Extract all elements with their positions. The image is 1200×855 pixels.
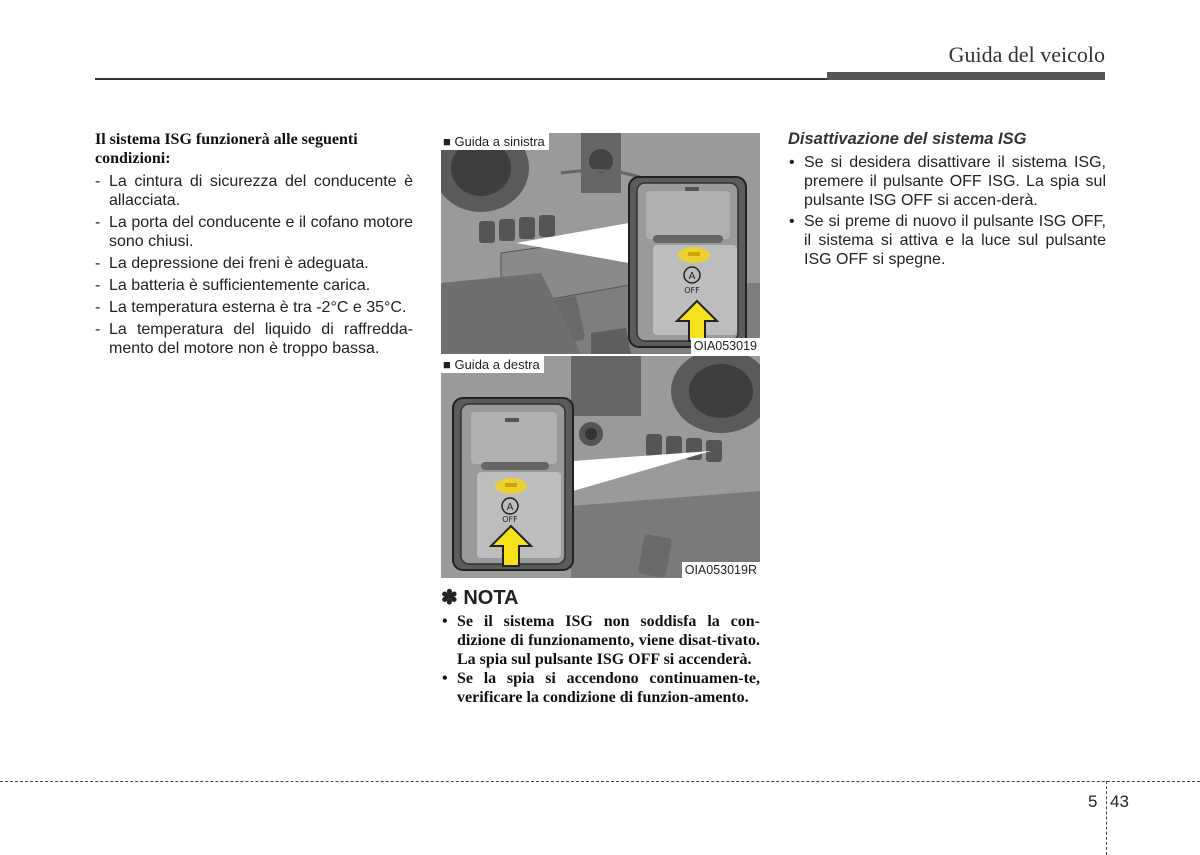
figure-code: OIA053019R [682, 562, 760, 578]
condition-item: - La batteria è sufficientemente carica. [95, 277, 371, 294]
chapter-title: Guida del veicolo [948, 42, 1105, 67]
nota-item: • Se il sistema ISG non soddisfa la con-dizione di funzionamento, viene disat-tivato. La spia sul pulsante ISG OFF si accenderà. [442, 613, 760, 668]
condition-item: - La temperatura del liquido di raffredda-mento del motore non è troppo bassa. [95, 321, 413, 357]
figure-right-hand-drive [441, 356, 760, 578]
isg-button-text: OFF [502, 515, 518, 524]
figure-caption: ■ Guida a sinistra [441, 133, 549, 150]
condition-item: - La temperatura esterna è tra -2°C e 35°C. [95, 299, 407, 316]
footer-dashed-divider [1106, 781, 1107, 855]
page-number: 43 [1110, 792, 1129, 811]
deactivation-item: • Se si preme di nuovo il pulsante ISG OFF, il sistema si attiva e la luce sul pulsante ISG OFF si spegne. [789, 213, 1106, 268]
dash-bullet: - [95, 173, 101, 190]
bullet-icon: • [789, 213, 795, 230]
nota-title: ✽ NOTA [441, 587, 519, 609]
nota-list [441, 612, 760, 707]
section-title: Disattivazione del sistema ISG [788, 130, 1027, 148]
condition-item: - La cintura di sicurezza del conducente è allacciata. [95, 173, 413, 209]
footer-dashed-rule [0, 781, 1200, 782]
isg-button-icon: A [506, 502, 514, 513]
dash-bullet: - [95, 255, 101, 272]
deactivation-section [788, 130, 1106, 271]
dash-bullet: - [95, 321, 101, 338]
conditions-heading: Il sistema ISG funzionerà alle seguenti condizioni: [95, 131, 358, 167]
page-chapter-number: 5 [1088, 792, 1098, 811]
header-accent-bar [827, 72, 1105, 80]
nota-item: • Se la spia si accendono continuamen-te, verificare la condizione di funzion-amento. [442, 670, 760, 706]
dashboard-illustration [441, 133, 760, 354]
deactivation-list [788, 153, 1106, 269]
condition-item: - La porta del conducente e il cofano motore sono chiusi. [95, 214, 413, 250]
dash-bullet: - [95, 277, 101, 294]
bullet-icon: • [442, 613, 448, 630]
conditions-list [95, 172, 413, 358]
figure-left-hand-drive [441, 133, 760, 354]
figure-code: OIA053019 [691, 338, 760, 354]
isg-button-text: OFF [684, 286, 700, 295]
deactivation-item: • Se si desidera disattivare il sistema ISG, premere il pulsante OFF ISG. La spia sul pulsante ISG OFF si accen-derà. [789, 154, 1106, 209]
dash-bullet: - [95, 299, 101, 316]
bullet-icon: • [789, 154, 795, 171]
dash-bullet: - [95, 214, 101, 231]
conditions-section [95, 130, 413, 361]
condition-item: - La depressione dei freni è adeguata. [95, 255, 369, 272]
header-rule [95, 78, 827, 80]
bullet-icon: • [442, 670, 448, 687]
figure-caption: ■ Guida a destra [441, 356, 544, 373]
nota-box [441, 585, 760, 707]
dashboard-illustration [441, 356, 760, 578]
isg-button-icon: A [688, 271, 696, 282]
